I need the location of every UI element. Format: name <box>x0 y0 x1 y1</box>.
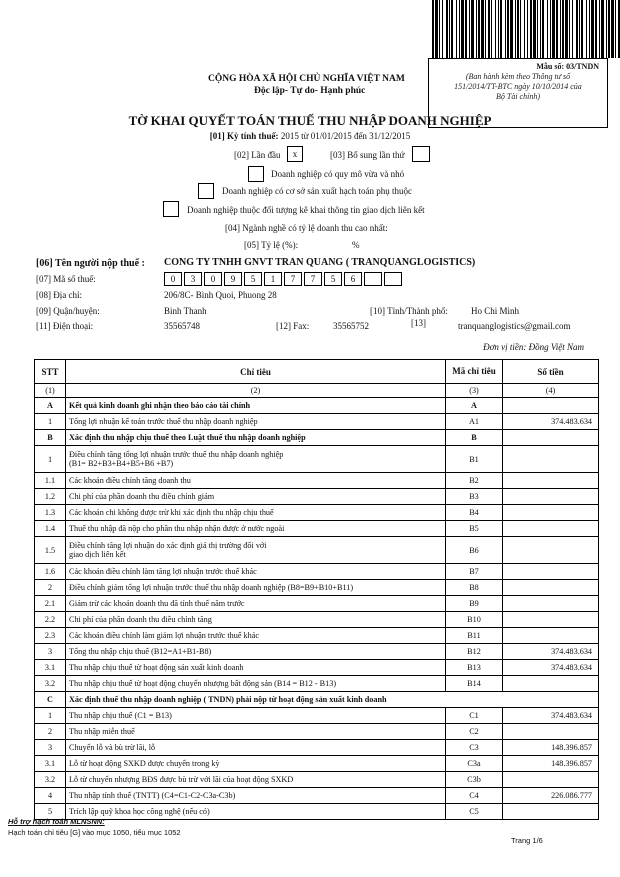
cell-code: C3a <box>446 756 503 772</box>
table-row <box>35 788 599 804</box>
dependent-unit-label: Doanh nghiệp có cơ sở sản xuất hạch toán phụ thuộc <box>222 186 412 196</box>
cell-amount[interactable] <box>503 446 599 473</box>
cell-stt: 1 <box>35 708 66 724</box>
tax-period <box>0 131 620 141</box>
cell-item: Thu nhập tính thuế (TNTT) (C4=C1-C2-C3a-C3b) <box>66 788 446 804</box>
table-numbering-row <box>35 384 599 398</box>
cell-amount[interactable] <box>503 676 599 692</box>
table-row <box>35 430 599 446</box>
support-text: Hạch toán chỉ tiêu [G] vào mục 1050, tiểu mục 1052 <box>8 828 181 837</box>
rate-label: [05] Tỷ lệ (%): <box>244 240 299 250</box>
table-row <box>35 628 599 644</box>
table-row <box>35 676 599 692</box>
cell-item: Các khoản chi không được trừ khi xác định thu nhập chịu thuế <box>66 505 446 521</box>
cell-amount[interactable] <box>503 505 599 521</box>
cell-amount[interactable] <box>503 521 599 537</box>
tax-code-digit[interactable]: 3 <box>184 272 202 286</box>
cell-code: B <box>446 430 503 446</box>
barcode-image <box>432 0 620 58</box>
cell-code: C2 <box>446 724 503 740</box>
phone-label: [11] Điện thoại: <box>36 321 94 331</box>
cell-item <box>66 537 446 564</box>
cell-stt: B <box>35 430 66 446</box>
province-label: [10] Tỉnh/Thành phố: <box>370 306 448 316</box>
tax-code-digit[interactable] <box>384 272 402 286</box>
cell-item: Lỗ từ chuyển nhượng BĐS được bù trừ với lãi của hoạt động SXKD <box>66 772 446 788</box>
cell-stt: 1.4 <box>35 521 66 537</box>
table-row <box>35 756 599 772</box>
related-party-label: Doanh nghiệp thuộc đối tượng kê khai thông tin giao dịch liên kết <box>187 205 425 215</box>
form-note-line2: 151/2014/TT-BTC ngày 10/10/2014 của <box>454 82 582 91</box>
tax-code-digit[interactable]: 9 <box>224 272 242 286</box>
table-row <box>35 612 599 628</box>
cell-amount[interactable] <box>503 628 599 644</box>
table-row <box>35 564 599 580</box>
cell-amount[interactable] <box>503 612 599 628</box>
col-header-amount: Số tiền <box>503 360 599 384</box>
cell-stt: 1 <box>35 446 66 473</box>
cell-amount[interactable]: 374.483.634 <box>503 708 599 724</box>
cell-amount[interactable] <box>503 398 599 414</box>
table-row <box>35 660 599 676</box>
cell-amount[interactable]: 148.396.857 <box>503 756 599 772</box>
cell-code: B10 <box>446 612 503 628</box>
table-header-row <box>35 360 599 384</box>
cell-code: C1 <box>446 708 503 724</box>
cell-code: A <box>446 398 503 414</box>
cell-item: Thu nhập chịu thuế từ hoạt động sản xuất kinh doanh <box>66 660 446 676</box>
tax-code-digit[interactable]: 0 <box>204 272 222 286</box>
table-row <box>35 708 599 724</box>
cell-code: B14 <box>446 676 503 692</box>
cell-stt: 5 <box>35 804 66 820</box>
table-row <box>35 692 599 708</box>
cell-item: Tổng thu nhập chịu thuế (B12=A1+B1-B8) <box>66 644 446 660</box>
first-time-checkbox[interactable]: x <box>287 146 303 162</box>
table-row <box>35 804 599 820</box>
taxpayer-name-label: [06] Tên người nộp thuế : <box>36 258 145 269</box>
tax-period-value: 2015 từ 01/01/2015 đến 31/12/2015 <box>280 131 411 141</box>
cell-amount[interactable]: 374.483.634 <box>503 414 599 430</box>
email-value: tranquanglogistics@gmail.com <box>458 321 571 331</box>
cell-stt: 1.3 <box>35 505 66 521</box>
col-header-stt: STT <box>35 360 66 384</box>
country-header: CỘNG HÒA XÃ HỘI CHỦ NGHĨA VIỆT NAM <box>208 74 405 84</box>
cell-amount[interactable] <box>503 430 599 446</box>
sme-label: Doanh nghiệp có quy mô vừa và nhỏ <box>271 169 405 179</box>
cell-amount[interactable] <box>503 596 599 612</box>
table-row <box>35 414 599 430</box>
cell-code: B2 <box>446 473 503 489</box>
email-label: [13] <box>411 318 426 328</box>
col-num-amount: (4) <box>503 384 599 398</box>
cell-code: B7 <box>446 564 503 580</box>
page-title: TỜ KHAI QUYẾT TOÁN THUẾ THU NHẬP DOANH NGHIỆP <box>128 113 492 128</box>
motto: Độc lập- Tự do- Hạnh phúc <box>254 86 366 96</box>
cell-stt: 2 <box>35 580 66 596</box>
cell-stt: 3 <box>35 740 66 756</box>
table-row <box>35 398 599 414</box>
cell-amount[interactable] <box>503 580 599 596</box>
cell-item: Chi phí của phần doanh thu điều chỉnh giảm <box>66 489 446 505</box>
address-value: 206/8C- Bình Quoi, Phuong 28 <box>164 290 277 300</box>
form-note-line1: (Ban hành kèm theo Thông tư số <box>465 72 571 81</box>
cell-amount[interactable] <box>503 537 599 564</box>
cell-item-line1: Điều chỉnh tăng tổng lợi nhuận trước thuế thu nhập doanh nghiệp <box>69 450 284 459</box>
address-label: [08] Địa chỉ: <box>36 290 82 300</box>
table-row <box>35 489 599 505</box>
fax-label: [12] Fax: <box>276 321 310 331</box>
table-row <box>35 521 599 537</box>
cell-code: B4 <box>446 505 503 521</box>
cell-item: Chi phí của phần doanh thu điều chỉnh tăng <box>66 612 446 628</box>
table-row <box>35 537 599 564</box>
cell-item: Lỗ từ hoạt động SXKD được chuyển trong kỳ <box>66 756 446 772</box>
cell-amount[interactable] <box>503 724 599 740</box>
cell-item: Thu nhập chịu thuế từ hoạt động chuyển nhượng bất động sản (B14 = B12 - B13) <box>66 676 446 692</box>
cell-code: C3 <box>446 740 503 756</box>
cell-stt: 3.2 <box>35 772 66 788</box>
cell-stt: 3.1 <box>35 660 66 676</box>
cell-code: B5 <box>446 521 503 537</box>
tax-code-digit[interactable]: 0 <box>164 272 182 286</box>
cell-stt: 3.2 <box>35 676 66 692</box>
cell-item <box>66 446 446 473</box>
form-code: Mẫu số: 03/TNDN <box>536 62 599 71</box>
tax-table <box>34 359 599 820</box>
cell-item: Kết quả kinh doanh ghi nhận theo báo cáo tài chính <box>66 398 446 414</box>
currency-note: Đơn vị tiền: Đồng Việt Nam <box>483 342 584 352</box>
cell-code: B3 <box>446 489 503 505</box>
cell-amount[interactable]: 374.483.634 <box>503 660 599 676</box>
industry-label: [04] Ngành nghề có tỷ lệ doanh thu cao nhất: <box>225 223 388 233</box>
cell-stt: 1.2 <box>35 489 66 505</box>
cell-amount[interactable]: 226.086.777 <box>503 788 599 804</box>
table-row <box>35 446 599 473</box>
cell-item: Trích lập quỹ khoa học công nghệ (nếu có) <box>66 804 446 820</box>
cell-code: C4 <box>446 788 503 804</box>
tax-code-digit[interactable]: 1 <box>264 272 282 286</box>
cell-item: Thuế thu nhập đã nộp cho phần thu nhập nhận được ở nước ngoài <box>66 521 446 537</box>
cell-item: Các khoản điều chỉnh làm tăng lợi nhuận trước thuế khác <box>66 564 446 580</box>
cell-code: B9 <box>446 596 503 612</box>
district-value: Binh Thanh <box>164 306 207 316</box>
table-row <box>35 644 599 660</box>
fax-value: 35565752 <box>333 321 369 331</box>
tax-code-digit[interactable]: 5 <box>244 272 262 286</box>
phone-value: 35565748 <box>164 321 200 331</box>
cell-amount[interactable] <box>503 473 599 489</box>
cell-code: B11 <box>446 628 503 644</box>
tax-period-label: [01] Kỳ tính thuế: <box>209 131 279 141</box>
cell-amount[interactable] <box>503 564 599 580</box>
form-note-line3: Bộ Tài chính) <box>496 92 540 101</box>
taxpayer-name: CONG TY TNHH GNVT TRAN QUANG ( TRANQUANGLOGISTICS) <box>164 257 476 268</box>
table-row <box>35 724 599 740</box>
cell-item: Điều chỉnh giảm tổng lợi nhuận trước thuế thu nhập doanh nghiệp (B8=B9+B10+B11) <box>66 580 446 596</box>
sme-checkbox[interactable] <box>248 166 264 182</box>
cell-item-line1: Điều chỉnh tăng lợi nhuận do xác định giá thị trường đối với <box>69 541 267 550</box>
cell-code: B13 <box>446 660 503 676</box>
table-row <box>35 473 599 489</box>
cell-code: C5 <box>446 804 503 820</box>
cell-code: B6 <box>446 537 503 564</box>
cell-stt: A <box>35 398 66 414</box>
cell-stt: C <box>35 692 66 708</box>
tax-code-digit[interactable]: 6 <box>344 272 362 286</box>
tax-code-digit[interactable]: 5 <box>324 272 342 286</box>
cell-item-line2: giao dịch liên kết <box>69 550 126 559</box>
col-num-code: (3) <box>446 384 503 398</box>
page-number: Trang 1/6 <box>511 836 543 845</box>
cell-code: C3b <box>446 772 503 788</box>
col-num-item: (2) <box>66 384 446 398</box>
cell-item: Các khoản điều chỉnh tăng doanh thu <box>66 473 446 489</box>
col-num-stt: (1) <box>35 384 66 398</box>
cell-code: B1 <box>446 446 503 473</box>
cell-code: A1 <box>446 414 503 430</box>
table-row <box>35 580 599 596</box>
supplement-input[interactable] <box>412 146 430 162</box>
col-header-item: Chỉ tiêu <box>66 360 446 384</box>
dependent-unit-checkbox[interactable] <box>198 183 214 199</box>
rate-unit: % <box>352 240 360 250</box>
cell-item: Tổng lợi nhuận kế toán trước thuế thu nhập doanh nghiệp <box>66 414 446 430</box>
province-value: Ho Chi Minh <box>471 306 520 316</box>
cell-item: Thu nhập chịu thuế (C1 = B13) <box>66 708 446 724</box>
cell-item: Các khoản điều chỉnh làm giảm lợi nhuận trước thuế khác <box>66 628 446 644</box>
related-party-checkbox[interactable] <box>163 201 179 217</box>
cell-amount[interactable] <box>503 772 599 788</box>
cell-amount[interactable] <box>503 804 599 820</box>
cell-stt: 2.2 <box>35 612 66 628</box>
tax-code-digit[interactable]: 7 <box>284 272 302 286</box>
cell-amount[interactable] <box>503 489 599 505</box>
cell-item: Chuyển lỗ và bù trừ lãi, lỗ <box>66 740 446 756</box>
cell-stt: 1.5 <box>35 537 66 564</box>
cell-amount[interactable]: 148.396.857 <box>503 740 599 756</box>
first-time-label: [02] Lần đầu <box>234 150 281 160</box>
district-label: [09] Quận/huyện: <box>36 306 100 316</box>
cell-stt: 1 <box>35 414 66 430</box>
cell-stt: 4 <box>35 788 66 804</box>
cell-item: Xác định thu nhập chịu thuế theo Luật thuế thu nhập doanh nghiệp <box>66 430 446 446</box>
cell-item-line2: (B1= B2+B3+B4+B5+B6 +B7) <box>69 459 174 468</box>
col-header-code: Mã chỉ tiêu <box>446 360 503 384</box>
table-row <box>35 740 599 756</box>
cell-item: Thu nhập miễn thuế <box>66 724 446 740</box>
support-title: Hỗ trợ hạch toán MLNSNN: <box>8 817 105 826</box>
cell-stt: 2.1 <box>35 596 66 612</box>
tax-code-digit[interactable]: 7 <box>304 272 322 286</box>
supplement-label: [03] Bổ sung lần thứ <box>330 150 405 160</box>
cell-code: B12 <box>446 644 503 660</box>
cell-stt: 3 <box>35 644 66 660</box>
table-row <box>35 596 599 612</box>
tax-code-digit[interactable] <box>364 272 382 286</box>
cell-code: B8 <box>446 580 503 596</box>
table-row <box>35 505 599 521</box>
cell-item: Giảm trừ các khoản doanh thu đã tính thuế năm trước <box>66 596 446 612</box>
tax-code-label: [07] Mã số thuế: <box>36 274 96 284</box>
cell-stt: 1.1 <box>35 473 66 489</box>
cell-stt: 2 <box>35 724 66 740</box>
cell-stt: 2.3 <box>35 628 66 644</box>
cell-stt: 1.6 <box>35 564 66 580</box>
cell-item: Xác định thuế thu nhập doanh nghiệp ( TNDN) phải nộp từ hoạt động sản xuất kinh doanh <box>66 692 599 708</box>
cell-stt: 3.1 <box>35 756 66 772</box>
cell-amount[interactable]: 374.483.634 <box>503 644 599 660</box>
table-row <box>35 772 599 788</box>
